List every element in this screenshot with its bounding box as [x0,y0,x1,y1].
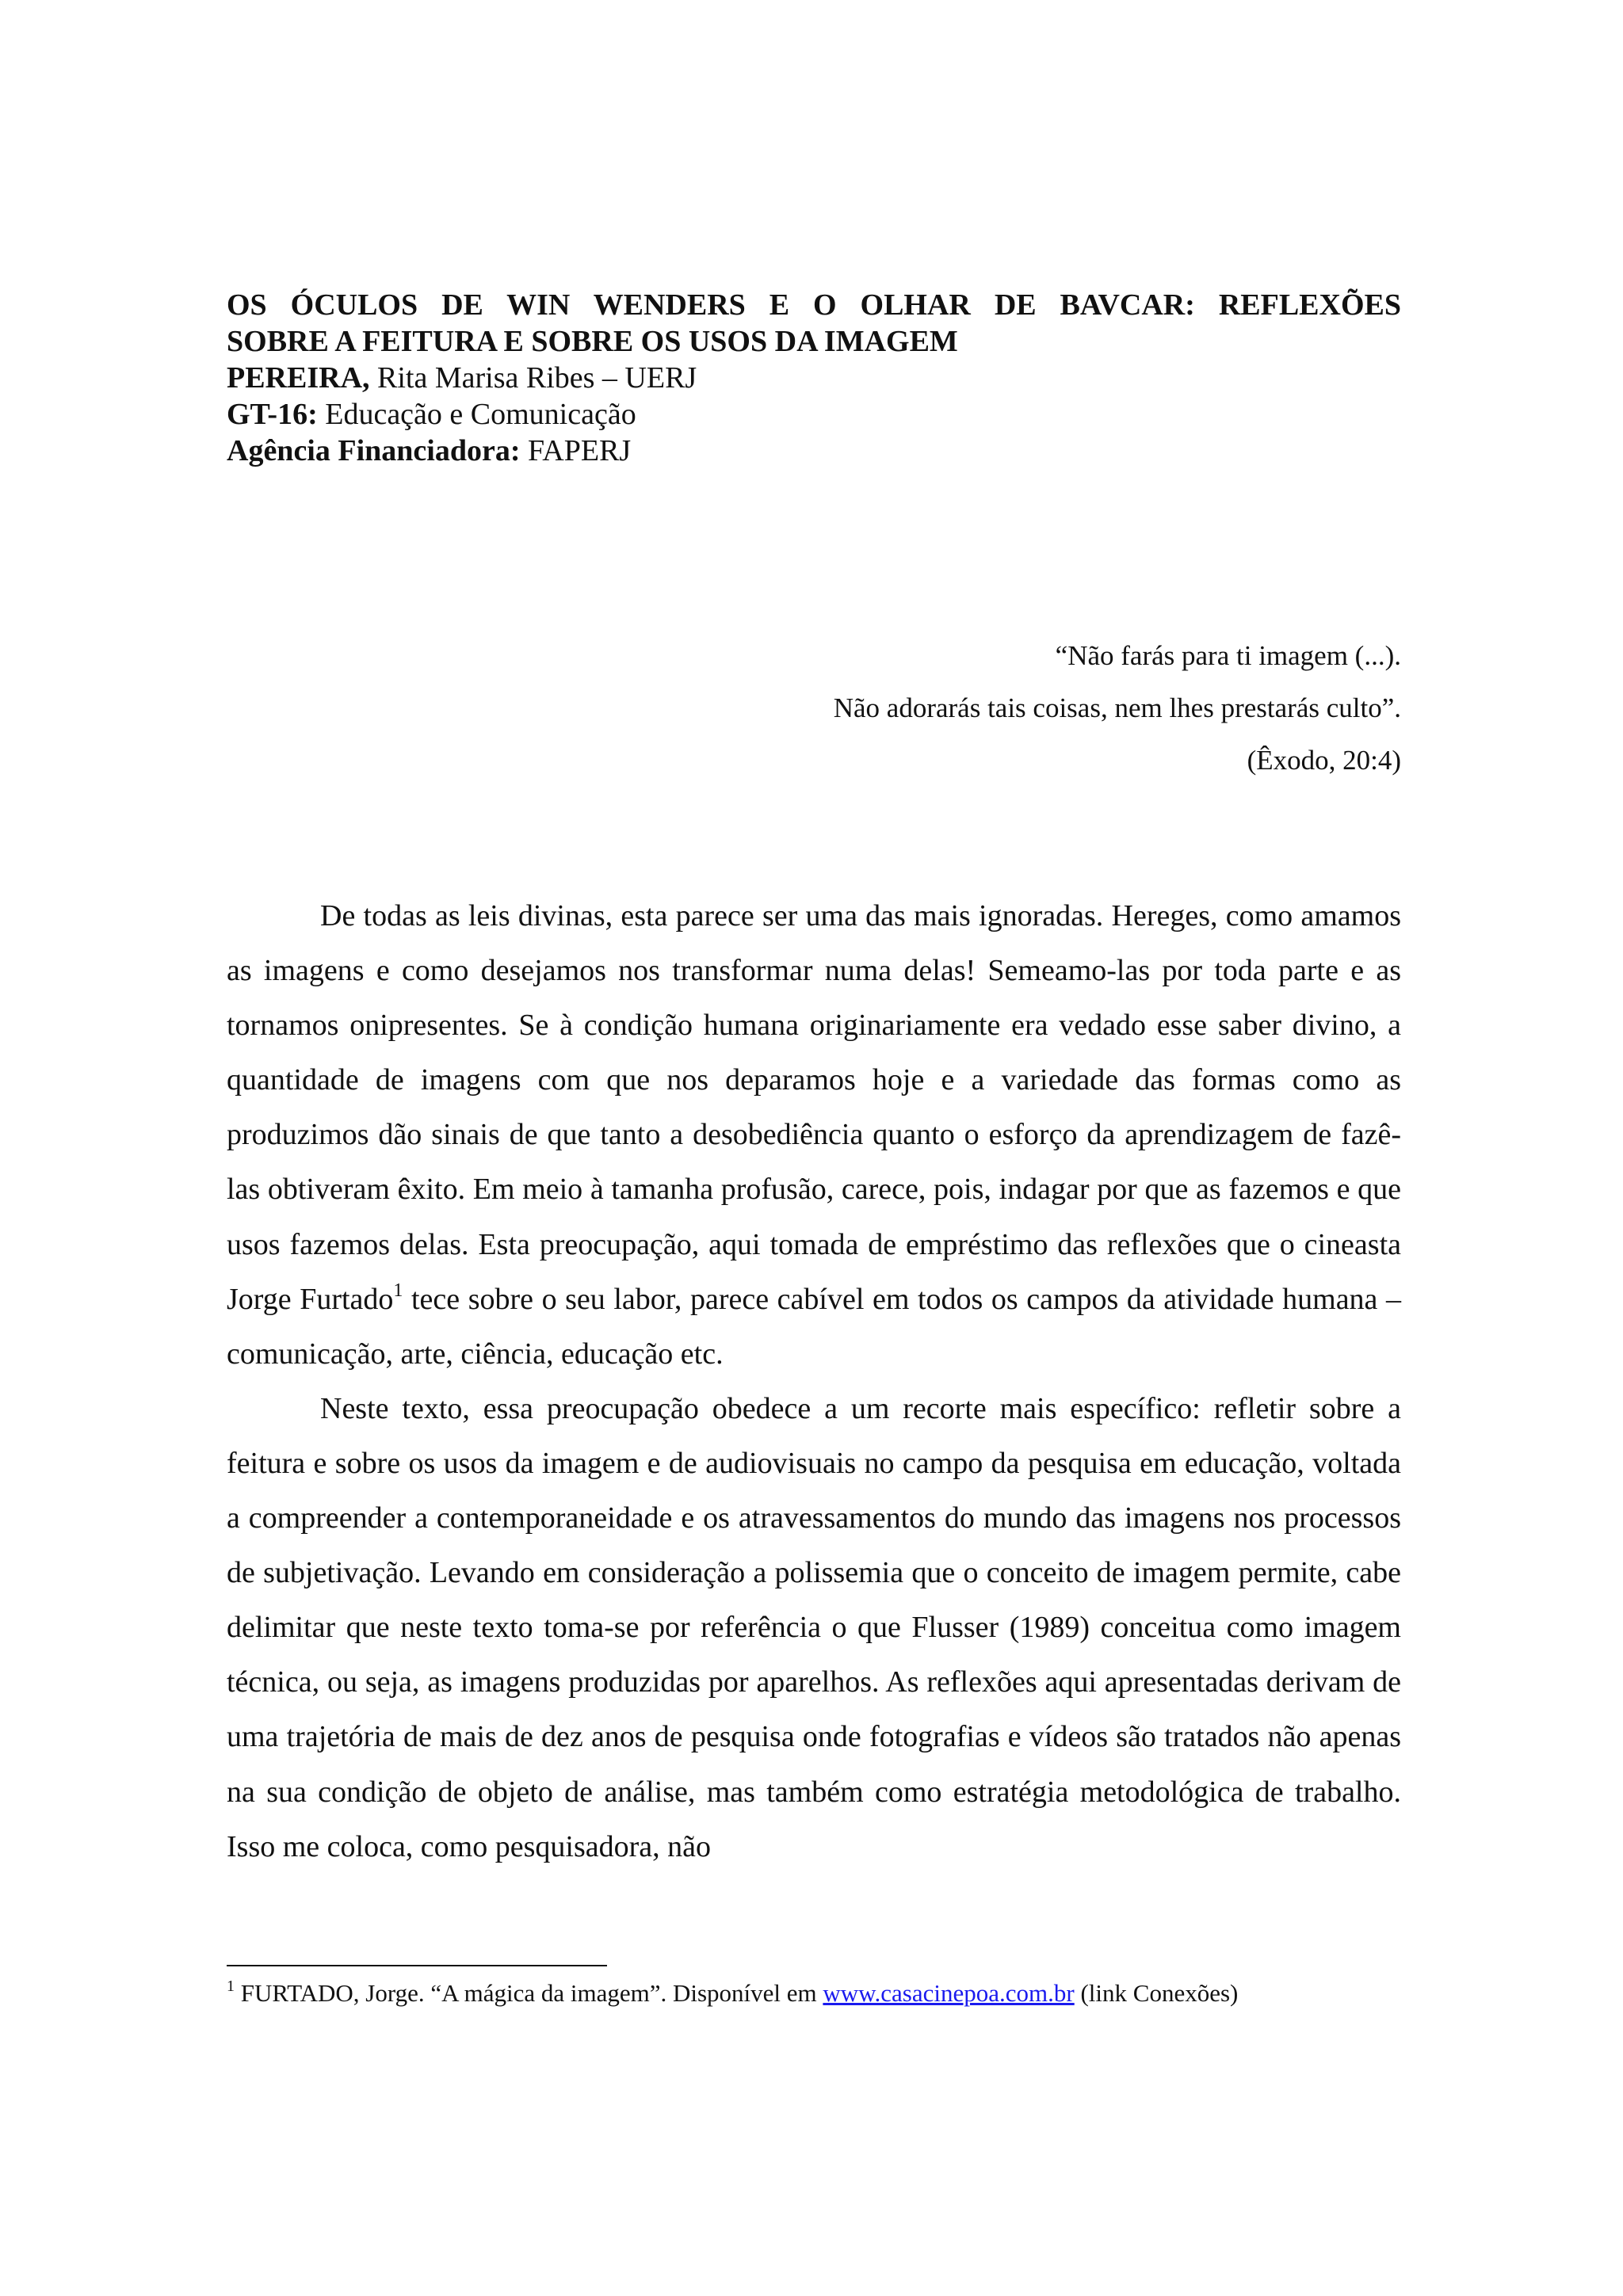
footnote-marker: 1 [227,1978,235,1995]
title-line-2: SOBRE A FEITURA E SOBRE OS USOS DA IMAGEM [227,325,958,358]
paragraph-1-text-a: De todas as leis divinas, esta parece ser uma das mais ignoradas. Hereges, como amamos as imagens e como desejamos nos transformar numa delas! Semeamo-las por toda parte e as tornamos onipresentes. Se à condição humana originariamente era vedado esse saber divino, a quantidade de imagens com que nos deparamos hoje e a variedade das formas como as produzimos dão sinais de que tanto a desobediência quanto o esforço da aprendizagem de fazê-las obtiveram êxito. Em meio à tamanha profusão, carece, pois, indagar por que as fazemos e que usos fazemos delas. Esta preocupação, aqui tomada de empréstimo das reflexões que o cineasta Jorge Furtado [227,899,1401,1316]
author-line [227,360,1401,396]
funding-agency-value: FAPERJ [520,434,632,467]
footnote-divider [227,1965,607,1966]
author-details: Rita Marisa Ribes – UERJ [369,361,697,395]
paragraph-1 [227,889,1401,1382]
epigraph-line-1: “Não farás para ti imagem (...). [1055,640,1401,671]
footnote-text: FURTADO, Jorge. “A mágica da imagem”. Disponível em [235,1979,823,2007]
funding-agency-label: Agência Financiadora: [227,434,521,467]
epigraph-line-2: Não adorarás tais coisas, nem lhes prestarás culto”. [833,692,1401,723]
working-group-value: Educação e Comunicação [317,398,636,431]
document-header [227,287,1401,469]
footnote-link[interactable]: www.casacinepoa.com.br [823,1979,1075,2007]
paragraph-2: Neste texto, essa preocupação obedece a um recorte mais específico: refletir sobre a feitura e sobre os usos da imagem e de audiovisuais no campo da pesquisa em educação, voltada a compreender a contemporaneidade e os atravessamentos do mundo das imagens nos processos de subjetivação. Levando em consideração a polissemia que o conceito de imagem permite, cabe delimitar que neste texto toma-se por referência o que Flusser (1989) conceitua como imagem técnica, ou seja, as imagens produzidas por aparelhos. As reflexões aqui apresentadas derivam de uma trajetória de mais de dez anos de pesquisa onde fotografias e vídeos são tratados não apenas na sua condição de objeto de análise, mas também como estratégia metodológica de trabalho. Isso me coloca, como pesquisadora, não [227,1391,1401,1863]
working-group-label: GT-16: [227,398,318,431]
footnote-text-end: (link Conexões) [1074,1979,1239,2007]
epigraph-source: (Êxodo, 20:4) [1247,745,1401,776]
footnote [227,1978,1401,2009]
title-line-1: OS ÓCULOS DE WIN WENDERS E O OLHAR DE BAVCAR: REFLEXÕES [227,288,1401,322]
epigraph [713,630,1401,787]
footnote-reference[interactable]: 1 [393,1280,403,1301]
funding-agency-line [227,433,1401,469]
paragraph-1-text-b: tece sobre o seu labor, parece cabível em todos os campos da atividade humana – comunicação, arte, ciência, educação etc. [227,1282,1401,1371]
working-group-line [227,396,1401,433]
body-text [227,889,1401,1875]
author-surname: PEREIRA, [227,361,370,395]
